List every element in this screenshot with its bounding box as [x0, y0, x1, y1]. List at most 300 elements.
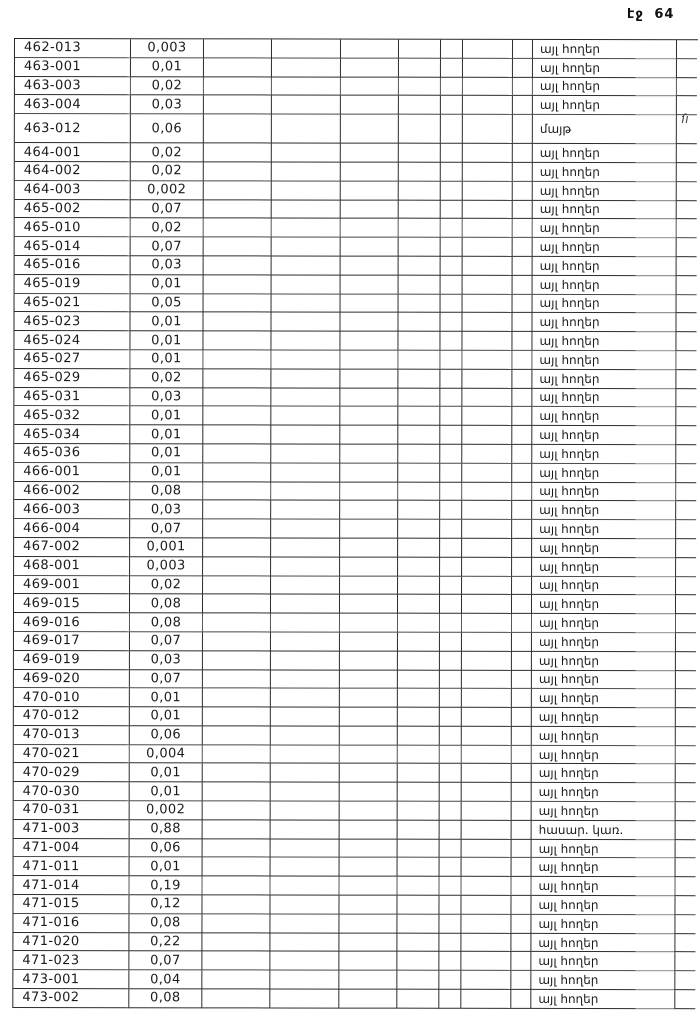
- empty-cell: [513, 238, 533, 257]
- empty-cell: [398, 482, 440, 501]
- empty-cell: [441, 294, 463, 313]
- area-value-cell: 0,02: [131, 219, 204, 238]
- empty-cell: [440, 839, 462, 858]
- row-line-extension: [676, 652, 696, 671]
- land-parcel-table: [12, 38, 698, 1009]
- area-value-cell: 0,01: [130, 707, 203, 726]
- empty-cell: [340, 764, 398, 783]
- empty-cell: [512, 858, 532, 877]
- table-row: [15, 256, 698, 276]
- empty-cell: [512, 501, 532, 520]
- empty-cell: [271, 783, 340, 802]
- parcel-code-cell: 465-023: [14, 312, 130, 331]
- area-value-cell: 0,01: [130, 407, 203, 426]
- empty-cell: [463, 257, 513, 276]
- table-row: [14, 594, 697, 614]
- table-row: [14, 425, 697, 445]
- empty-cell: [462, 426, 512, 445]
- empty-cell: [513, 77, 533, 96]
- parcel-code-cell: 471-023: [13, 951, 129, 970]
- empty-cell: [512, 670, 532, 689]
- empty-cell: [340, 670, 398, 689]
- empty-cell: [271, 689, 340, 708]
- area-value-cell: 0,01: [131, 275, 204, 294]
- empty-cell: [202, 989, 270, 1008]
- table-row: [14, 331, 697, 351]
- parcel-code-cell: 470-031: [14, 801, 130, 820]
- empty-cell: [461, 952, 511, 971]
- empty-cell: [270, 971, 339, 990]
- table-row: [13, 933, 696, 953]
- empty-cell: [204, 294, 272, 313]
- land-type-cell: այլ հողեր: [532, 670, 676, 689]
- empty-cell: [270, 952, 339, 971]
- empty-cell: [340, 482, 398, 501]
- area-value-cell: 0,08: [129, 914, 202, 933]
- empty-cell: [203, 632, 271, 651]
- empty-cell: [398, 689, 440, 708]
- parcel-code-cell: 469-015: [14, 594, 130, 613]
- empty-cell: [440, 388, 462, 407]
- empty-cell: [204, 96, 272, 115]
- table-row: [14, 312, 697, 332]
- empty-cell: [271, 482, 340, 501]
- empty-cell: [441, 96, 463, 115]
- area-value-cell: 0,01: [130, 350, 203, 369]
- empty-cell: [272, 77, 341, 96]
- empty-cell: [203, 350, 271, 369]
- area-value-cell: 0,03: [131, 256, 204, 275]
- land-type-cell: այլ հողեր: [532, 407, 676, 426]
- land-type-cell: այլ հողեր: [532, 877, 676, 896]
- empty-cell: [441, 257, 463, 276]
- empty-cell: [440, 313, 462, 332]
- empty-cell: [340, 689, 398, 708]
- empty-cell: [340, 445, 398, 464]
- table-row: [15, 275, 698, 295]
- empty-cell: [340, 802, 398, 821]
- empty-cell: [398, 614, 440, 633]
- row-line-extension: [676, 539, 696, 558]
- parcel-code-cell: 464-003: [15, 181, 131, 200]
- empty-cell: [512, 840, 532, 859]
- empty-cell: [399, 115, 441, 144]
- empty-cell: [204, 200, 272, 219]
- empty-cell: [512, 652, 532, 671]
- empty-cell: [271, 538, 340, 557]
- land-type-cell: այլ հողեր: [532, 614, 676, 633]
- parcel-code-cell: 465-024: [14, 331, 130, 350]
- empty-cell: [441, 144, 463, 163]
- empty-cell: [512, 783, 532, 802]
- empty-cell: [271, 614, 340, 633]
- empty-cell: [203, 613, 271, 632]
- area-value-cell: 0,08: [130, 613, 203, 632]
- row-line-extension: [676, 445, 696, 464]
- parcel-code-cell: 465-016: [15, 256, 131, 275]
- empty-cell: [340, 426, 398, 445]
- row-line-extension: [676, 821, 696, 840]
- empty-cell: [398, 426, 440, 445]
- parcel-code-cell: 469-016: [14, 613, 130, 632]
- row-line-extension: [676, 614, 696, 633]
- area-value-cell: 0,01: [130, 764, 203, 783]
- empty-cell: [340, 745, 398, 764]
- empty-cell: [204, 219, 272, 238]
- empty-cell: [340, 313, 398, 332]
- land-type-cell: այլ հողեր: [532, 332, 676, 351]
- empty-cell: [440, 651, 462, 670]
- land-type-cell: այլ հողեր: [532, 840, 676, 859]
- land-type-cell: այլ հողեր: [532, 501, 676, 520]
- empty-cell: [440, 369, 462, 388]
- empty-cell: [462, 783, 512, 802]
- empty-cell: [340, 538, 398, 557]
- empty-cell: [440, 821, 462, 840]
- parcel-code-cell: 469-001: [14, 576, 130, 595]
- empty-cell: [271, 426, 340, 445]
- row-line-extension: [675, 934, 695, 953]
- empty-cell: [462, 558, 512, 577]
- table-row: [15, 143, 698, 163]
- area-value-cell: 0,19: [130, 876, 203, 895]
- table-row: [15, 237, 698, 257]
- parcel-code-cell: 471-004: [14, 839, 130, 858]
- parcel-code-cell: 468-001: [14, 557, 130, 576]
- parcel-code-cell: 471-016: [13, 914, 129, 933]
- empty-cell: [440, 576, 462, 595]
- land-type-cell: այլ հողեր: [532, 652, 676, 671]
- table-row: [13, 914, 696, 934]
- row-line-extension: [676, 671, 696, 690]
- land-type-cell: այլ հողեր: [531, 896, 675, 915]
- empty-cell: [512, 407, 532, 426]
- empty-cell: [512, 746, 532, 765]
- empty-cell: [399, 181, 441, 200]
- empty-cell: [202, 952, 270, 971]
- empty-cell: [271, 350, 340, 369]
- area-value-cell: 0,06: [130, 839, 203, 858]
- empty-cell: [398, 351, 440, 370]
- land-type-cell: այլ հողեր: [533, 59, 677, 78]
- area-value-cell: 0,01: [130, 689, 203, 708]
- empty-cell: [272, 58, 341, 77]
- empty-cell: [340, 520, 398, 539]
- empty-cell: [399, 40, 441, 59]
- parcel-code-cell: 465-027: [14, 350, 130, 369]
- table-row: [14, 876, 697, 896]
- empty-cell: [398, 708, 440, 727]
- table-row: [13, 970, 696, 990]
- empty-cell: [340, 651, 398, 670]
- empty-cell: [440, 614, 462, 633]
- parcel-code-cell: 469-017: [14, 632, 130, 651]
- table-row: [14, 463, 697, 483]
- empty-cell: [462, 539, 512, 558]
- parcel-code-cell: 465-031: [14, 388, 130, 407]
- empty-cell: [512, 764, 532, 783]
- table-row: [15, 218, 698, 238]
- row-line-extension: [676, 483, 696, 502]
- empty-cell: [339, 933, 397, 952]
- empty-cell: [511, 990, 531, 1009]
- empty-cell: [271, 595, 340, 614]
- table-row: [14, 707, 697, 727]
- empty-cell: [340, 351, 398, 370]
- area-value-cell: 0,02: [131, 143, 204, 162]
- empty-cell: [399, 58, 441, 77]
- empty-cell: [463, 238, 513, 257]
- row-line-extension: [675, 990, 695, 1009]
- empty-cell: [398, 821, 440, 840]
- empty-cell: [440, 351, 462, 370]
- empty-cell: [512, 370, 532, 389]
- empty-cell: [341, 77, 399, 96]
- empty-cell: [462, 482, 512, 501]
- empty-cell: [203, 425, 271, 444]
- empty-cell: [271, 557, 340, 576]
- empty-cell: [398, 633, 440, 652]
- empty-cell: [440, 858, 462, 877]
- empty-cell: [203, 707, 271, 726]
- empty-cell: [398, 463, 440, 482]
- area-value-cell: 0,02: [131, 162, 204, 181]
- empty-cell: [462, 388, 512, 407]
- area-value-cell: 0,22: [129, 933, 202, 952]
- row-line-extension: [676, 389, 696, 408]
- empty-cell: [270, 989, 339, 1008]
- row-line-extension: [676, 520, 696, 539]
- land-type-cell: այլ հողեր: [532, 558, 676, 577]
- empty-cell: [203, 482, 271, 501]
- page-number: էջ 64: [627, 7, 675, 22]
- empty-cell: [513, 182, 533, 201]
- empty-cell: [339, 990, 397, 1009]
- empty-cell: [511, 971, 531, 990]
- empty-cell: [440, 426, 462, 445]
- empty-cell: [271, 764, 340, 783]
- land-type-cell: այլ հողեր: [533, 163, 677, 182]
- empty-cell: [340, 557, 398, 576]
- row-line-extension: [676, 840, 696, 859]
- empty-cell: [462, 839, 512, 858]
- empty-cell: [270, 896, 339, 915]
- empty-cell: [398, 764, 440, 783]
- empty-cell: [512, 520, 532, 539]
- empty-cell: [512, 576, 532, 595]
- land-type-cell: այլ հողեր: [532, 633, 676, 652]
- parcel-code-cell: 464-002: [15, 162, 131, 181]
- empty-cell: [203, 557, 271, 576]
- area-value-cell: 0,04: [129, 970, 202, 989]
- land-type-cell: այլ հողեր: [531, 971, 675, 990]
- area-value-cell: 0,07: [130, 670, 203, 689]
- row-line-extension: [676, 877, 696, 896]
- empty-cell: [511, 896, 531, 915]
- empty-cell: [339, 952, 397, 971]
- empty-cell: [440, 802, 462, 821]
- empty-cell: [398, 595, 440, 614]
- land-type-cell: այլ հողեր: [532, 764, 676, 783]
- empty-cell: [462, 370, 512, 389]
- empty-cell: [202, 933, 270, 952]
- parcel-code-cell: 471-020: [13, 933, 129, 952]
- land-type-cell: այլ հողեր: [533, 276, 677, 295]
- empty-cell: [397, 896, 439, 915]
- empty-cell: [340, 632, 398, 651]
- land-type-cell: մայթ: [533, 115, 677, 144]
- empty-cell: [462, 708, 512, 727]
- empty-cell: [271, 839, 340, 858]
- row-line-extension: [675, 896, 695, 915]
- empty-cell: [463, 219, 513, 238]
- row-line-extension: [676, 708, 696, 727]
- empty-cell: [463, 200, 513, 219]
- empty-cell: [203, 595, 271, 614]
- empty-cell: [340, 463, 398, 482]
- empty-cell: [398, 802, 440, 821]
- empty-cell: [462, 821, 512, 840]
- empty-cell: [513, 144, 533, 163]
- area-value-cell: 0,001: [130, 538, 203, 557]
- empty-cell: [462, 614, 512, 633]
- area-value-cell: 0,08: [130, 595, 203, 614]
- empty-cell: [340, 783, 398, 802]
- table-row: [14, 444, 697, 464]
- empty-cell: [398, 313, 440, 332]
- land-type-cell: այլ հողեր: [533, 96, 677, 115]
- empty-cell: [439, 971, 461, 990]
- table-row: [13, 951, 696, 971]
- empty-cell: [462, 858, 512, 877]
- empty-cell: [399, 294, 441, 313]
- empty-cell: [341, 181, 399, 200]
- empty-cell: [513, 294, 533, 313]
- empty-cell: [512, 877, 532, 896]
- parcel-code-cell: 465-002: [15, 200, 131, 219]
- land-type-cell: այլ հողեր: [532, 595, 676, 614]
- land-type-cell: այլ հողեր: [531, 934, 675, 953]
- empty-cell: [440, 463, 462, 482]
- row-line-extension: [676, 727, 696, 746]
- area-value-cell: 0,88: [130, 820, 203, 839]
- empty-cell: [440, 708, 462, 727]
- empty-cell: [462, 670, 512, 689]
- parcel-code-cell: 466-001: [14, 463, 130, 482]
- row-line-extension: [677, 40, 697, 59]
- table-row: [15, 294, 698, 314]
- land-type-cell: այլ հողեր: [533, 238, 677, 257]
- land-type-cell: այլ հողեր: [533, 257, 677, 276]
- empty-cell: [461, 915, 511, 934]
- area-value-cell: 0,002: [130, 801, 203, 820]
- land-type-cell: այլ հողեր: [532, 576, 676, 595]
- table-row: [14, 763, 697, 783]
- parcel-code-cell: 471-014: [14, 876, 130, 895]
- empty-cell: [399, 77, 441, 96]
- parcel-code-cell: 463-004: [15, 95, 131, 114]
- parcel-code-cell: 473-001: [13, 970, 129, 989]
- empty-cell: [341, 40, 399, 59]
- empty-cell: [398, 407, 440, 426]
- land-type-cell: այլ հողեր: [532, 802, 676, 821]
- empty-cell: [461, 990, 511, 1009]
- land-type-cell: այլ հողեր: [533, 144, 677, 163]
- empty-cell: [398, 501, 440, 520]
- empty-cell: [513, 163, 533, 182]
- empty-cell: [203, 783, 271, 802]
- empty-cell: [271, 313, 340, 332]
- table-row: [14, 651, 697, 671]
- table-row: [14, 576, 697, 596]
- empty-cell: [513, 219, 533, 238]
- parcel-code-cell: 470-012: [14, 707, 130, 726]
- empty-cell: [398, 839, 440, 858]
- empty-cell: [462, 445, 512, 464]
- land-type-cell: այլ հողեր: [533, 182, 677, 201]
- land-type-cell: այլ հողեր: [532, 426, 676, 445]
- parcel-code-cell: 470-029: [14, 763, 130, 782]
- row-line-extension: [676, 370, 696, 389]
- empty-cell: [440, 689, 462, 708]
- parcel-code-cell: 465-034: [14, 425, 130, 444]
- empty-cell: [440, 670, 462, 689]
- area-value-cell: 0,07: [129, 952, 202, 971]
- table-row: [15, 181, 698, 201]
- empty-cell: [441, 59, 463, 78]
- empty-cell: [271, 501, 340, 520]
- land-type-cell: այլ հողեր: [532, 783, 676, 802]
- row-line-extension: [676, 783, 696, 802]
- area-value-cell: 0,01: [130, 782, 203, 801]
- table-row: [13, 895, 696, 915]
- parcel-code-cell: 466-004: [14, 519, 130, 538]
- area-value-cell: 0,01: [130, 313, 203, 332]
- empty-cell: [441, 200, 463, 219]
- empty-cell: [271, 369, 340, 388]
- empty-cell: [512, 708, 532, 727]
- empty-cell: [512, 727, 532, 746]
- land-type-cell: այլ հողեր: [533, 77, 677, 96]
- empty-cell: [512, 539, 532, 558]
- empty-cell: [398, 332, 440, 351]
- empty-cell: [441, 77, 463, 96]
- empty-cell: [462, 745, 512, 764]
- empty-cell: [271, 726, 340, 745]
- parcel-code-cell: 466-003: [14, 500, 130, 519]
- empty-cell: [463, 96, 513, 115]
- empty-cell: [203, 463, 271, 482]
- table-row: [14, 482, 697, 502]
- empty-cell: [272, 39, 341, 58]
- parcel-code-cell: 471-011: [14, 857, 130, 876]
- empty-cell: [340, 576, 398, 595]
- table-row: [14, 538, 697, 558]
- empty-cell: [203, 839, 271, 858]
- row-line-extension: [676, 408, 696, 427]
- row-line-extension: [676, 426, 696, 445]
- empty-cell: [272, 181, 341, 200]
- empty-cell: [440, 501, 462, 520]
- empty-cell: [439, 952, 461, 971]
- empty-cell: [440, 783, 462, 802]
- empty-cell: [340, 388, 398, 407]
- empty-cell: [202, 895, 270, 914]
- empty-cell: [513, 59, 533, 78]
- row-line-extension: [675, 971, 695, 990]
- empty-cell: [462, 520, 512, 539]
- empty-cell: [440, 877, 462, 896]
